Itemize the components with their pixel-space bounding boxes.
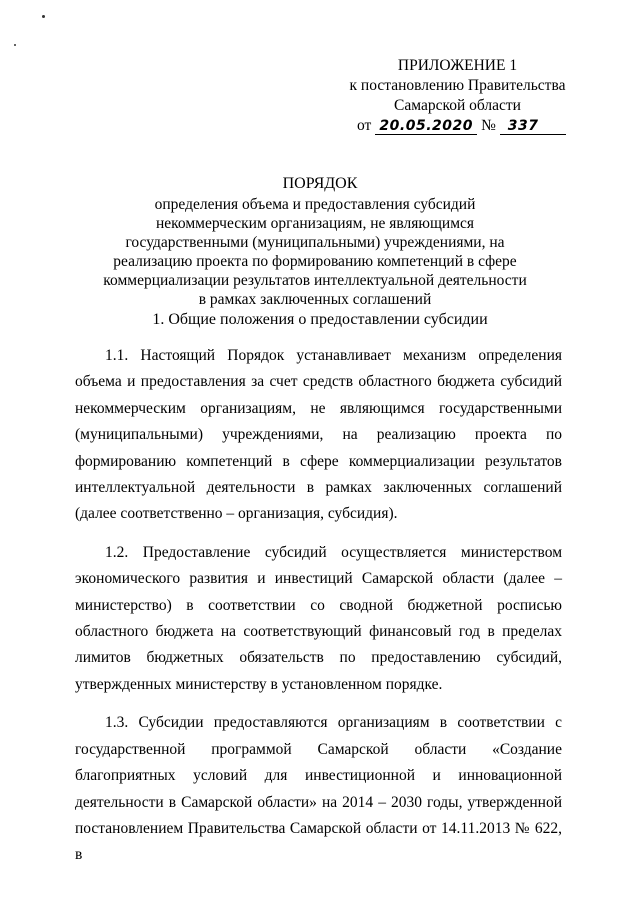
paragraph-1-3: 1.3. Субсидии предоставляются организациям в соответствии с государственной программой Самарской области «Создание благоприятных условий для инвестиционной и инновационной деятельности в Самарской области» на 2014 – 2030 годы, утвержденной постановлением Правительства Самарской области от 14.11.2013 № 622, в bbox=[75, 714, 562, 864]
handwritten-number: 337 bbox=[500, 118, 566, 135]
appendix-date-line bbox=[345, 116, 570, 136]
appendix-block bbox=[345, 56, 570, 136]
paragraph-1-2: 1.2. Предоставление субсидий осуществляется министерством экономического развития и инвестиций Самарской области (далее – министерство) в соответствии со сводной бюджетной росписью областного бюджета на соответствующий финансовый год в пределах лимитов бюджетных обязательств по предоставлению субсидий, утвержденных министерству в установленном порядке. bbox=[75, 543, 562, 693]
paragraph-1-1: 1.1. Настоящий Порядок устанавливает механизм определения объема и предоставления за счет средств областного бюджета субсидий некоммерческим организациям, не являющимся государственными (муниципальными) учреждениями, на реализацию проекта по формированию компетенций в сфере коммерциализации результатов интеллектуальной деятельности в рамках заключенных соглашений (далее соответственно – организация, субсидия). bbox=[75, 347, 562, 523]
handwritten-date: 20.05.2020 bbox=[375, 118, 477, 135]
number-sign: № bbox=[481, 117, 496, 134]
document-subtitle: определения объема и предоставления субсидий некоммерческим организациям, не являющимся государственными (муниципальными) учреждениями, на реализацию проекта по формированию компетенций в сфере коммерциализации результатов интеллектуальной деятельности в рамках заключенных соглашений bbox=[103, 196, 527, 308]
scan-speck bbox=[14, 44, 16, 46]
document-title: ПОРЯДОК bbox=[282, 175, 358, 192]
appendix-line-resolution: к постановлению Правительства bbox=[349, 77, 566, 94]
section-heading: 1. Общие положения о предоставлении субсидии bbox=[152, 311, 488, 328]
appendix-line-region: Самарской области bbox=[394, 97, 521, 114]
appendix-title: ПРИЛОЖЕНИЕ 1 bbox=[397, 57, 518, 74]
date-prefix: от bbox=[357, 117, 372, 134]
section-body bbox=[75, 343, 562, 881]
scan-speck bbox=[42, 15, 45, 18]
